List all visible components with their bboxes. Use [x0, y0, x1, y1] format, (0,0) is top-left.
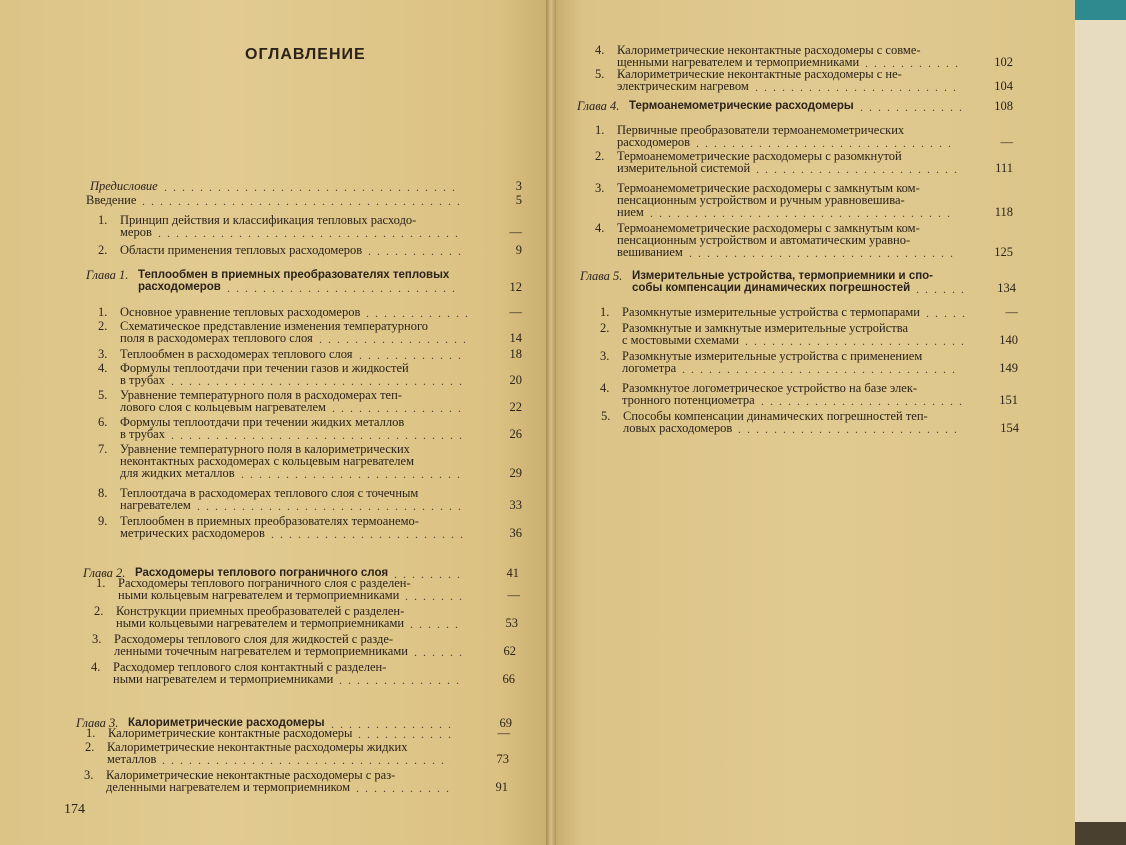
entry-number: 1.: [98, 305, 108, 319]
leader-dots: .....: [926, 306, 971, 320]
entry-number: 9.: [98, 514, 108, 528]
page-ref: 33: [509, 498, 522, 512]
leader-dots: .............................: [696, 136, 957, 150]
leader-dots: ...........: [356, 781, 455, 795]
entry-text-line: Расходомер теплового слоя контактный с разделен-: [113, 660, 387, 674]
entry-text-line: в трубах: [120, 373, 165, 387]
page-ref: 108: [994, 99, 1013, 113]
entry-text-line: лового слоя с кольцевым нагревателем: [120, 400, 326, 414]
chapter-label: Глава 3.: [76, 716, 119, 730]
leader-dots: ......: [414, 645, 468, 659]
entry-text-line: металлов: [107, 752, 157, 766]
leader-dots: ..............................: [197, 499, 467, 513]
entry-text-line: Расходомеры теплового пограничного слоя: [135, 567, 389, 579]
leader-dots: ................................: [162, 753, 450, 767]
chapter-label: Глава 5.: [580, 269, 623, 283]
page-ref: 14: [509, 331, 522, 345]
entry-text-line: Разомкнутые измерительные устройства с применением: [622, 349, 923, 363]
entry-number: 3.: [98, 347, 108, 361]
page-ref: 140: [999, 333, 1018, 347]
entry-number: 5.: [595, 67, 605, 81]
leader-dots: ..............: [339, 673, 465, 687]
entry-number: 2.: [98, 319, 108, 333]
leader-dots: ...........: [865, 56, 964, 70]
entry-number: 1.: [595, 123, 605, 137]
entry-text-line: Конструкции приемных преобразователей с разделен-: [116, 604, 405, 618]
page-ref: 66: [502, 672, 515, 686]
entry-number: 7.: [98, 442, 108, 456]
entry-text-line: расходомеров: [617, 135, 691, 149]
leader-dots: ......: [916, 282, 970, 296]
entry-text-line: Теплоотдача в расходомерах теплового слоя с точечным: [120, 486, 419, 500]
entry-text-line: Калориметрические неконтактные расходомеры с совме-: [617, 43, 921, 57]
entry-text-line: в трубах: [120, 427, 165, 441]
entry-text-line: Теплообмен в приемных преобразователях термоанемо-: [120, 514, 419, 528]
book-spine: [546, 0, 556, 845]
entry-text-line: Схематическое представление изменения температурного: [120, 319, 429, 333]
entry-text-line: деленными нагревателем и термоприемником: [106, 780, 351, 794]
entry-text-line: Разомкнутые и замкнутые измерительные устройства: [622, 321, 909, 335]
entry-text-line: поля в расходомерах теплового слоя: [120, 331, 313, 345]
leader-dots: ............: [860, 100, 968, 114]
page-ref: 154: [1000, 421, 1019, 435]
leader-dots: ......: [410, 617, 464, 631]
entry-text-line: Разомкнутое логометрическое устройство на базе элек-: [622, 381, 918, 395]
leader-dots: ....................................: [142, 194, 466, 208]
chapter-label: Глава 4.: [577, 99, 620, 113]
entry-text-line: с мостовыми схемами: [622, 333, 740, 347]
entry-text-line: Введение: [86, 193, 137, 207]
leader-dots: .................................: [171, 428, 468, 442]
entry-number: 4.: [98, 361, 108, 375]
entry-number: 5.: [601, 409, 611, 423]
page-ref: —: [509, 225, 522, 239]
entry-number: 5.: [98, 388, 108, 402]
page-ref: —: [497, 726, 510, 740]
entry-number: 4.: [595, 43, 605, 57]
page-ref: 53: [505, 616, 518, 630]
entry-text-line: Калориметрические неконтактные расходомеры с не-: [617, 67, 902, 81]
entry-text-line: нагревателем: [120, 498, 191, 512]
entry-text-line: Калориметрические расходомеры: [128, 717, 325, 729]
page-ref: 125: [994, 245, 1013, 259]
entry-text-line: ленными точечным нагревателем и термоприемниками: [114, 644, 408, 658]
entry-number: 1.: [86, 726, 96, 740]
entry-text-line: Принцип действия и классификация тепловых расходо-: [120, 213, 417, 227]
entry-number: 2.: [94, 604, 104, 618]
entry-text-line: электрическим нагревом: [617, 79, 749, 93]
entry-text-line: Предисловие: [90, 179, 158, 193]
page-ref: 36: [509, 526, 522, 540]
entry-text-line: меров: [120, 225, 152, 239]
leader-dots: .......................: [755, 80, 962, 94]
page-ref: 69: [499, 716, 512, 730]
leader-dots: ........: [394, 567, 466, 581]
entry-text-line: ными кольцевым нагревателем и термоприемниками: [118, 588, 400, 602]
leader-dots: .................................: [164, 180, 461, 194]
leader-dots: ..........................: [227, 281, 461, 295]
page-ref: 20: [509, 373, 522, 387]
page-ref: 102: [994, 55, 1013, 69]
leader-dots: .........................: [241, 467, 466, 481]
leader-dots: .......: [405, 589, 468, 603]
page-ref: 26: [509, 427, 522, 441]
entry-text-line: ными кольцевыми нагревателем и термоприемниками: [116, 616, 405, 630]
entry-text-line: Теплообмен в расходомерах теплового слоя: [120, 347, 353, 361]
entry-text-line: Формулы теплоотдачи при течении жидких металлов: [120, 415, 405, 429]
entry-text-line: Теплообмен в приемных преобразователях тепловых: [138, 269, 450, 281]
leader-dots: ...............: [332, 401, 467, 415]
page-ref: 22: [509, 400, 522, 414]
entry-text-line: щенными нагревателем и термоприемниками: [617, 55, 860, 69]
entry-number: 4.: [91, 660, 101, 674]
book-cover-inner: [1075, 20, 1126, 845]
entry-number: 3.: [92, 632, 102, 646]
entry-text-line: Калориметрические контактные расходомеры: [108, 726, 353, 740]
entry-text-line: Измерительные устройства, термоприемники и спо-: [632, 270, 934, 282]
entry-text-line: Разомкнутые измерительные устройства с термопарами: [622, 305, 920, 319]
entry-number: 2.: [98, 243, 108, 257]
page-ref: 134: [997, 281, 1016, 295]
leader-dots: .......................: [761, 394, 968, 408]
entry-text-line: Термоанемометрические расходомеры: [629, 100, 854, 112]
entry-text-line: тронного потенциометра: [622, 393, 755, 407]
page-ref: 5: [515, 193, 522, 207]
entry-number: 1.: [96, 576, 106, 590]
chapter-label: Глава 1.: [86, 268, 129, 282]
page-ref: 41: [506, 566, 519, 580]
left-page: [0, 0, 551, 845]
entry-text-line: Расходомеры теплового слоя для жидкостей с разде-: [114, 632, 394, 646]
leader-dots: ......................: [271, 527, 469, 541]
entry-text-line: измерительной системой: [617, 161, 751, 175]
entry-text-line: Термоанемометрические расходомеры с разомкнутой: [617, 149, 902, 163]
page-ref: 104: [994, 79, 1013, 93]
entry-text-line: метрических расходомеров: [120, 526, 265, 540]
page-ref: 9: [515, 243, 522, 257]
page-ref: 3: [515, 179, 522, 193]
leader-dots: .........................: [745, 334, 970, 348]
page-ref: 151: [999, 393, 1018, 407]
entry-text-line: Способы компенсации динамических погрешностей теп-: [623, 409, 928, 423]
entry-number: 1.: [98, 213, 108, 227]
entry-text-line: вешиванием: [617, 245, 683, 259]
entry-number: 2.: [600, 321, 610, 335]
entry-text-line: Формулы теплоотдачи при течении газов и жидкостей: [120, 361, 409, 375]
page-ref: 29: [509, 466, 522, 480]
entry-number: 2.: [595, 149, 605, 163]
leader-dots: ..............: [331, 717, 457, 731]
entry-number: 1.: [600, 305, 610, 319]
entry-text-line: Уравнение температурного поля в расходомерах теп-: [120, 388, 402, 402]
entry-text-line: Уравнение температурного поля в калориметрических: [120, 442, 410, 456]
entry-text-line: ловых расходомеров: [623, 421, 733, 435]
page-ref: 18: [509, 347, 522, 361]
chapter-label: Глава 2.: [83, 566, 126, 580]
leader-dots: ...........: [368, 244, 467, 258]
entry-text-line: Термоанемометрические расходомеры с замкнутым ком-: [617, 221, 920, 235]
leader-dots: ............: [366, 306, 474, 320]
leader-dots: ..............................: [689, 246, 959, 260]
entry-number: 8.: [98, 486, 108, 500]
page-title: ОГЛАВЛЕНИЕ: [245, 46, 366, 63]
leader-dots: ...............................: [682, 362, 961, 376]
entry-text-line: для жидких металлов: [120, 466, 235, 480]
entry-text-line: Первичные преобразователи термоанемометрических: [617, 123, 905, 137]
entry-number: 3.: [84, 768, 94, 782]
leader-dots: .................: [319, 332, 472, 346]
entry-text-line: Термоанемометрические расходомеры с замкнутым ком-: [617, 181, 920, 195]
page-number: 174: [64, 802, 85, 817]
page-ref: 91: [495, 780, 508, 794]
entry-number: 4.: [600, 381, 610, 395]
entry-text-line: собы компенсации динамических погрешностей: [632, 282, 911, 294]
entry-text-line: нием: [617, 205, 644, 219]
entry-text-line: пенсационным устройством и автоматическим уравно-: [617, 233, 911, 247]
leader-dots: ..................................: [650, 206, 956, 220]
leader-dots: ............: [359, 348, 467, 362]
leader-dots: ...........: [358, 727, 457, 741]
entry-number: 6.: [98, 415, 108, 429]
page-ref: —: [1005, 305, 1018, 319]
page-ref: —: [509, 305, 522, 319]
entry-text-line: логометра: [622, 361, 677, 375]
leader-dots: .........................: [738, 422, 963, 436]
entry-text-line: ными нагревателем и термоприемниками: [113, 672, 334, 686]
page-ref: 12: [509, 280, 522, 294]
entry-number: 3.: [595, 181, 605, 195]
page-ref: 73: [496, 752, 509, 766]
entry-text-line: Расходомеры теплового пограничного слоя с разделен-: [118, 576, 411, 590]
page-ref: —: [1000, 135, 1013, 149]
entry-number: 4.: [595, 221, 605, 235]
entry-text-line: Области применения тепловых расходомеров: [120, 243, 363, 257]
page-ref: 111: [995, 161, 1013, 175]
entry-text-line: неконтактных расходомерах с кольцевым нагревателем: [120, 454, 415, 468]
entry-text-line: Калориметрические неконтактные расходомеры с раз-: [106, 768, 396, 782]
entry-text-line: Калориметрические неконтактные расходомеры жидких: [107, 740, 408, 754]
page-ref: 118: [994, 205, 1013, 219]
entry-number: 2.: [85, 740, 95, 754]
page-ref: —: [507, 588, 520, 602]
leader-dots: .......................: [756, 162, 963, 176]
entry-text-line: расходомеров: [138, 281, 221, 293]
entry-number: 3.: [600, 349, 610, 363]
right-page: [551, 0, 1075, 845]
entry-text-line: Основное уравнение тепловых расходомеров: [120, 305, 361, 319]
page-ref: 62: [503, 644, 516, 658]
leader-dots: ..................................: [158, 226, 464, 240]
page-ref: 149: [999, 361, 1018, 375]
leader-dots: .................................: [171, 374, 468, 388]
entry-text-line: пенсационным устройством и ручным уравновешива-: [617, 193, 905, 207]
